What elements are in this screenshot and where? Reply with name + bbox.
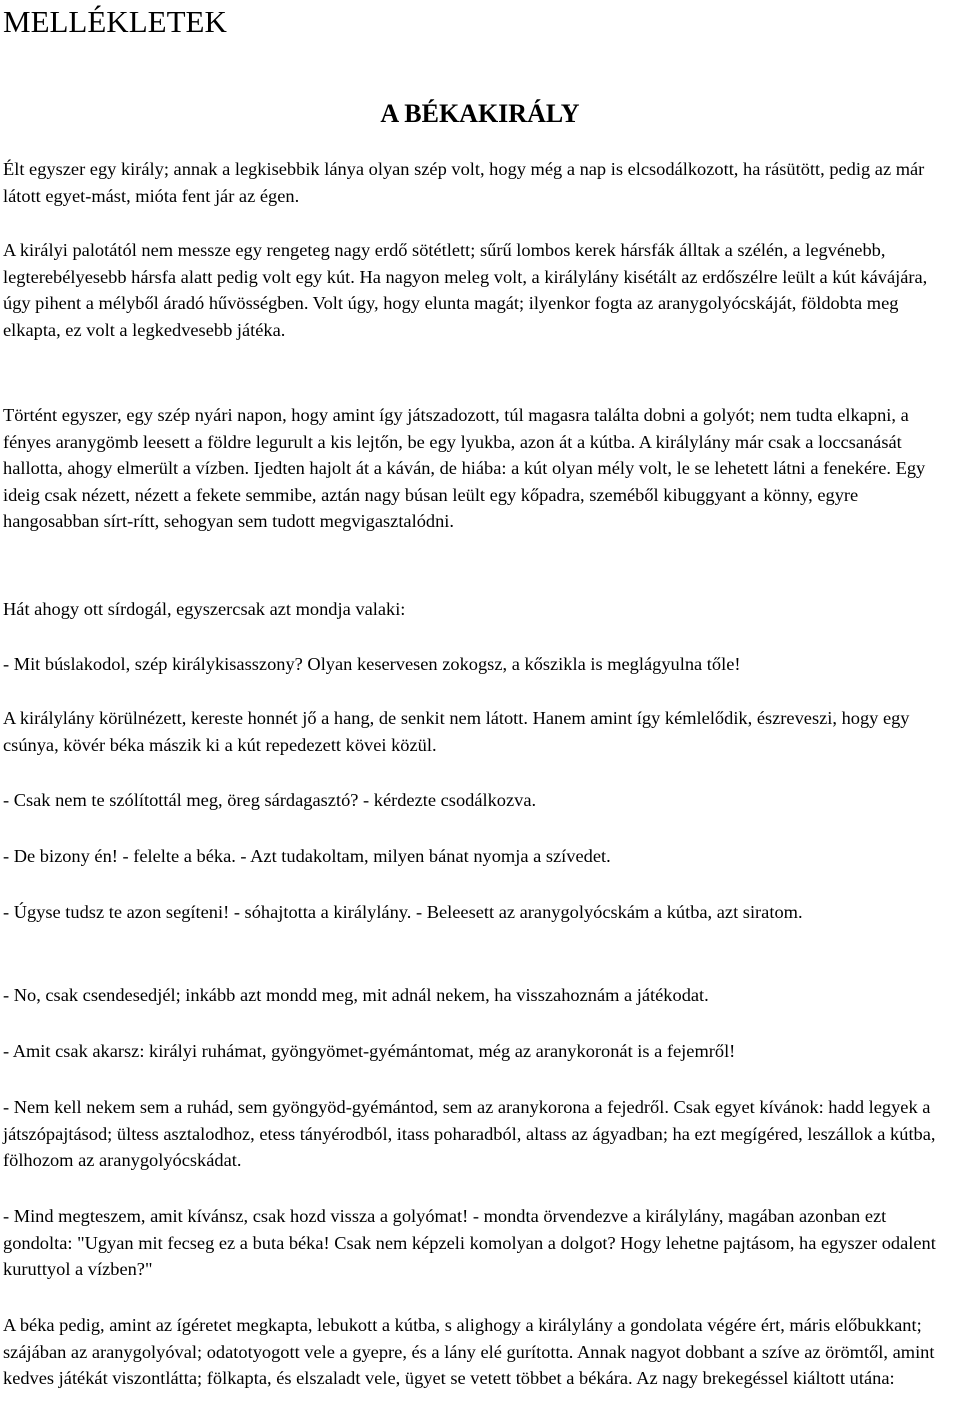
story-title: A BÉKAKIRÁLY xyxy=(380,99,580,128)
paragraph: A béka pedig, amint az ígéretet megkapta, lebukott a kútba, s alighogy a királylány a gondolata végére ért, máris előbukkant; szájában az aranygolyóval; odatotyogott vele a gyepre, és a lány elé gurította. Annak nagyot dobbant a szíve az örömtől, amint kedves játékát viszontlátta; fölkapta, és elszaladt vele, ügyet se vetett többet a békára. Az nagy brekegéssel kiáltott utána: xyxy=(3,1315,935,1388)
paragraph: - Amit csak akarsz: királyi ruhámat, gyöngyömet-gyémántomat, még az aranykoronát is a fejemről! xyxy=(3,1041,736,1061)
paragraph: Történt egyszer, egy szép nyári napon, hogy amint így játszadozott, túl magasra találta dobni a golyót; nem tudta elkapni, a fényes aranygömb leesett a földre legurult a kis lejtőn, be egy lyukba, azon át a kútba. A királylány már csak a loccsanását hallotta, ahogy elmerült a vízben. Ijedten hajolt át a káván, de hiába: a kút olyan mély volt, le se lehetett látni a fenekére. Egy ideig csak nézett, nézett a fekete semmibe, aztán nagy búsan leült egy kőpadra, szeméből kibuggyant a könny, egyre hangosabban sírt-rítt, sehogyan sem tudott megvigasztalódni. xyxy=(3,405,926,531)
paragraph: - De bizony én! - felelte a béka. - Azt tudakoltam, milyen bánat nyomja a szívedet. xyxy=(3,846,611,866)
paragraph: - Úgyse tudsz te azon segíteni! - sóhajtotta a királylány. - Beleesett az aranygolyócskám a kútba, azt siratom. xyxy=(3,902,803,922)
paragraph: A királylány körülnézett, kereste honnét jő a hang, de senkit nem látott. Hanem amint így kémlelődik, észreveszi, hogy egy csúnya, kövér béka mászik ki a kút repedezett kövei közül. xyxy=(3,708,910,755)
paragraph: - Mit búslakodol, szép királykisasszony? Olyan keservesen zokogsz, a kőszikla is meglágyulna tőle! xyxy=(3,654,741,674)
paragraph: A királyi palotától nem messze egy rengeteg nagy erdő sötétlett; sűrű lombos kerek hársfák álltak a szélén, a legvénebb, legterebélyesebb hársfa alatt pedig volt egy kút. Ha nagyon meleg volt, a királylány kisétált az erdőszélre leült a kút kávájára, úgy pihent a mélyből áradó hűvösségben. Volt úgy, hogy elunta magát; ilyenkor fogta az aranygolyócskáját, földobta meg elkapta, ez volt a legkedvesebb játéka. xyxy=(3,240,928,340)
paragraph: Hát ahogy ott sírdogál, egyszercsak azt mondja valaki: xyxy=(3,599,406,619)
section-heading: MELLÉKLETEK xyxy=(3,4,227,39)
paragraph: - Csak nem te szólítottál meg, öreg sárdagasztó? - kérdezte csodálkozva. xyxy=(3,790,537,810)
paragraph: - Nem kell nekem sem a ruhád, sem gyöngyöd-gyémántod, sem az aranykorona a fejedről. Csak egyet kívánok: hadd legyek a játszópajtásod; ültess asztalodhoz, etess tányérodból, itass poharadból, altass az ágyadban; ha ezt megígéred, leszállok a kútba, fölhozom az aranygolyócskádat. xyxy=(3,1097,936,1170)
paragraph: - No, csak csendesedjél; inkább azt mondd meg, mit adnál nekem, ha visszahoznám a játékodat. xyxy=(3,985,709,1005)
paragraph: - Mind megteszem, amit kívánsz, csak hozd vissza a golyómat! - mondta örvendezve a királylány, magában azonban ezt gondolta: "Ugyan mit fecseg ez a buta béka! Csak nem képzeli komolyan a dolgot? Hogy lehetne pajtásom, ha egyszer odalent kuruttyol a vízben?" xyxy=(3,1206,936,1279)
paragraph: Élt egyszer egy király; annak a legkisebbik lánya olyan szép volt, hogy még a nap is elcsodálkozott, ha rásütött, pedig az már látott egyet-mást, mióta fent jár az égen. xyxy=(3,159,925,206)
